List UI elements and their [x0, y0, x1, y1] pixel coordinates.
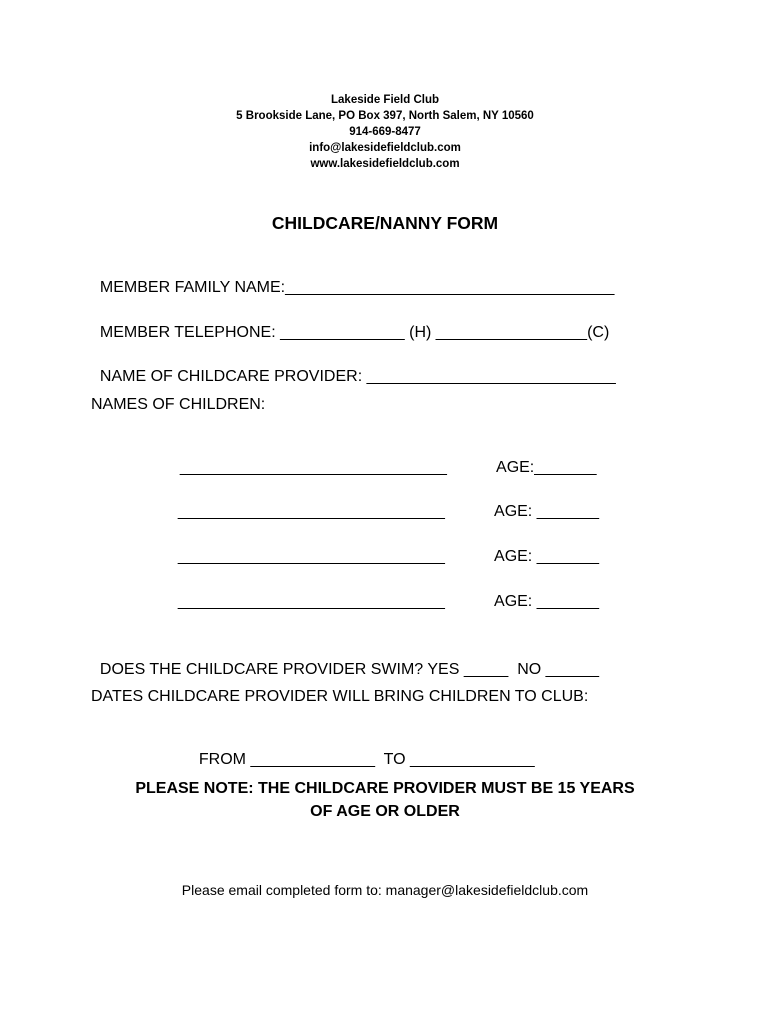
child-age-field-2[interactable]: _______: [536, 503, 599, 520]
telephone-label: MEMBER TELEPHONE:: [99, 324, 276, 341]
club-email: info@lakesidefieldclub.com: [309, 142, 461, 154]
child-age-field-4[interactable]: _______: [536, 593, 599, 610]
form-title: CHILDCARE/NANNY FORM: [271, 213, 499, 233]
child-age-label-3: AGE:: [494, 548, 533, 565]
provider-name-label: NAME OF CHILDCARE PROVIDER:: [99, 368, 363, 385]
submission-instructions: Please email completed form to: manager@lakesidefieldclub.com: [181, 882, 589, 898]
club-address: 5 Brookside Lane, PO Box 397, North Salem, NY 10560: [236, 110, 534, 122]
provider-name-row: [91, 350, 616, 386]
swim-question: DOES THE CHILDCARE PROVIDER SWIM? YES: [99, 661, 460, 678]
age-note-line-2: OF AGE OR OLDER: [310, 803, 460, 820]
age-note-line-1: PLEASE NOTE: THE CHILDCARE PROVIDER MUST BE 15 YEARS: [135, 780, 635, 797]
child-age-label-1: AGE:: [496, 459, 535, 476]
club-website: www.lakesidefieldclub.com: [310, 158, 460, 170]
family-name-field[interactable]: _____________________________________: [285, 279, 615, 296]
child-row-3: [169, 530, 445, 566]
child-row-4: [169, 575, 445, 611]
child-age-row-4: [486, 575, 599, 611]
child-name-field-2[interactable]: ______________________________: [177, 503, 445, 520]
child-row-1: [171, 441, 447, 477]
child-name-field-1[interactable]: ______________________________: [179, 459, 447, 476]
to-label: TO: [383, 751, 406, 768]
cell-phone-field[interactable]: _________________: [435, 324, 588, 341]
swim-no-label: NO: [517, 661, 542, 678]
child-age-row-1: [488, 441, 597, 477]
swim-yes-field[interactable]: _____: [463, 661, 509, 678]
home-phone-suffix: (H): [409, 324, 432, 341]
club-name: Lakeside Field Club: [331, 94, 439, 106]
children-label: NAMES OF CHILDREN:: [91, 396, 266, 413]
swim-row: [91, 643, 599, 679]
dates-row: [190, 733, 535, 769]
child-age-label-4: AGE:: [494, 593, 533, 610]
from-date-field[interactable]: ______________: [250, 751, 376, 768]
dates-label: DATES CHILDCARE PROVIDER WILL BRING CHILDREN TO CLUB:: [91, 688, 589, 705]
family-name-row: [91, 261, 614, 297]
club-phone: 914-669-8477: [349, 126, 421, 138]
home-phone-field[interactable]: ______________: [280, 324, 405, 341]
child-name-field-4[interactable]: ______________________________: [177, 593, 445, 610]
child-age-field-1[interactable]: _______: [534, 459, 597, 476]
family-name-label: MEMBER FAMILY NAME:: [99, 279, 286, 296]
provider-name-field[interactable]: ____________________________: [366, 368, 616, 385]
child-age-field-3[interactable]: _______: [536, 548, 599, 565]
child-age-row-2: [486, 485, 599, 521]
swim-no-field[interactable]: ______: [545, 661, 600, 678]
child-name-field-3[interactable]: ______________________________: [177, 548, 445, 565]
to-date-field[interactable]: ______________: [410, 751, 535, 768]
child-age-row-3: [486, 530, 599, 566]
child-row-2: [169, 485, 445, 521]
from-label: FROM: [198, 751, 246, 768]
cell-phone-suffix: (C): [587, 324, 610, 341]
telephone-row: [91, 306, 609, 342]
child-age-label-2: AGE:: [494, 503, 533, 520]
